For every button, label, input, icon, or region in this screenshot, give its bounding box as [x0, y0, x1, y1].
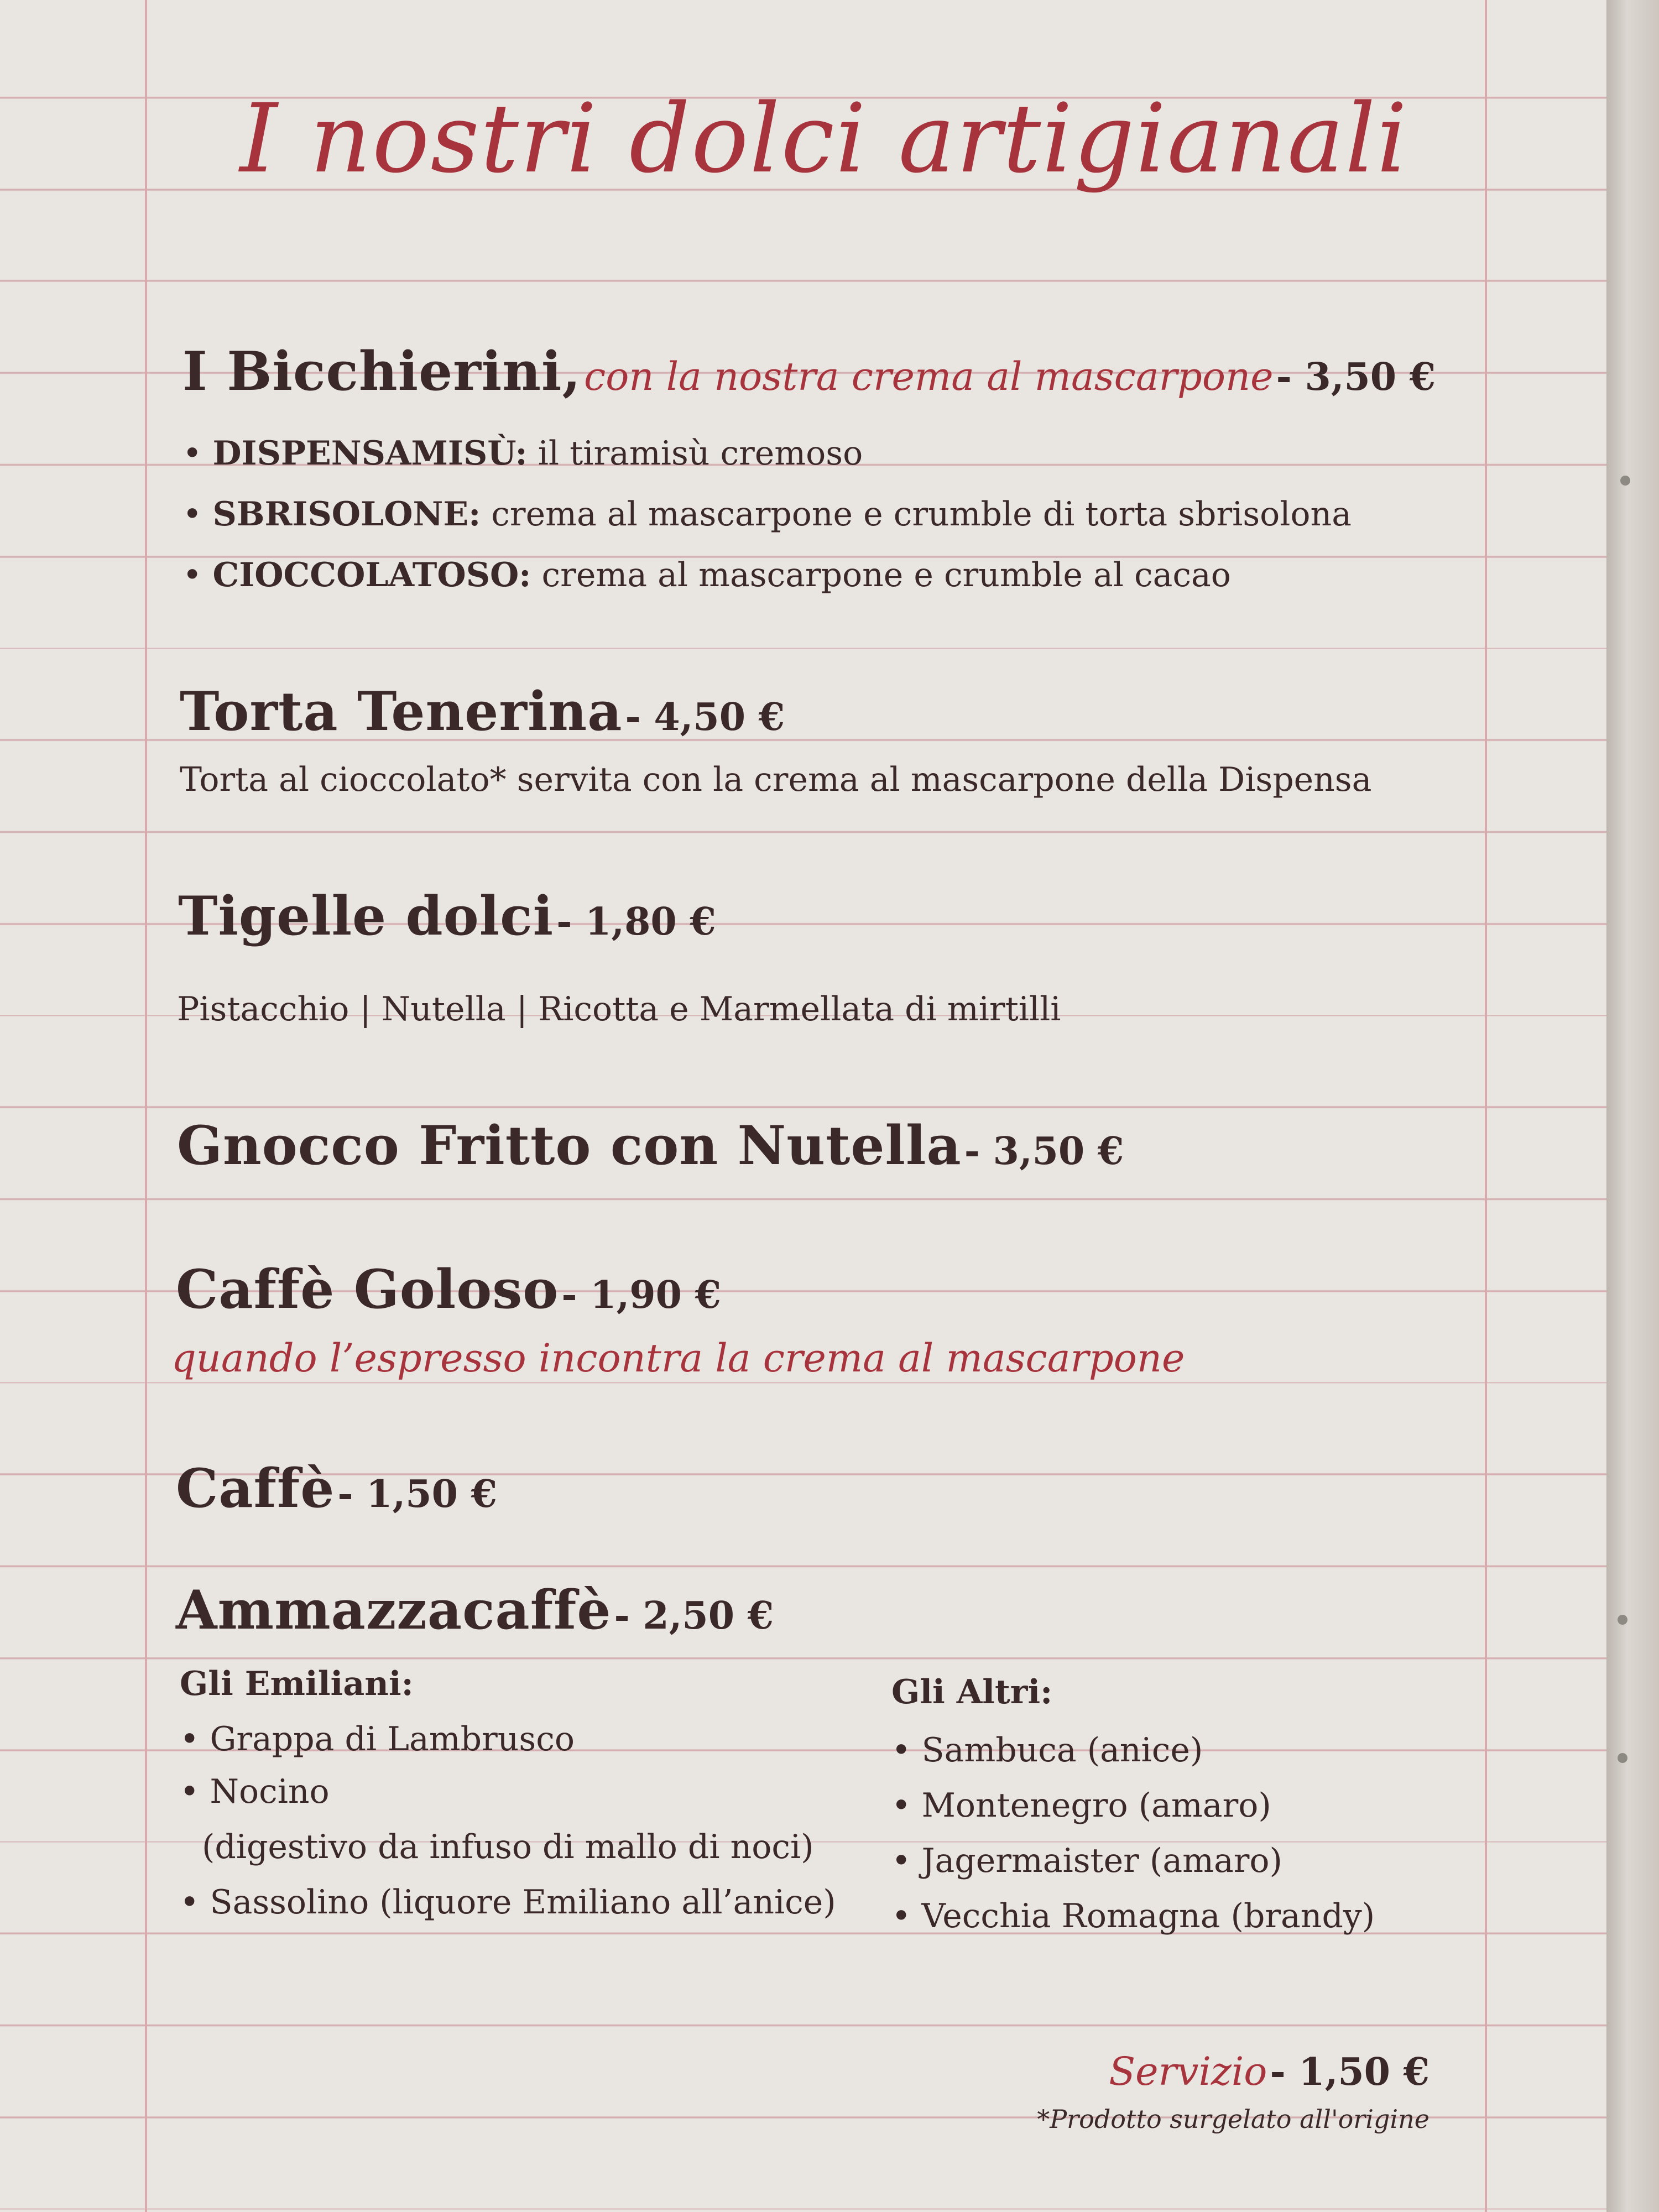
ammazzacaffe-header [176, 1579, 774, 1641]
tigelle-header [178, 885, 716, 947]
torta-description: Torta al cioccolato* servita con la crema al mascarpone della Dispensa [180, 760, 1372, 799]
tigelle-description: Pistacchio | Nutella | Ricotta e Marmellata di mirtilli [177, 990, 1061, 1029]
tigelle-price: - 1,80 € [556, 900, 716, 944]
list-item: • DISPENSAMISÙ: il tiramisù cremoso [182, 434, 863, 473]
list-item: • Nocino [180, 1772, 330, 1811]
staple-icon [1618, 1615, 1627, 1625]
list-item: (digestivo da infuso di mallo di noci) [202, 1828, 814, 1866]
bicchierini-tagline: con la nostra crema al mascarpone [584, 354, 1274, 399]
tigelle-name: Tigelle dolci [178, 885, 554, 947]
staple-icon [1620, 476, 1630, 486]
list-item: • Jagermaister (amaro) [891, 1841, 1282, 1880]
servizio-line [1109, 2049, 1430, 2094]
footnote: *Prodotto surgelato all'origine [1037, 2104, 1430, 2134]
gnocco-header [177, 1114, 1124, 1177]
caffe-price: - 1,50 € [337, 1472, 497, 1516]
ammazzacaffe-name: Ammazzacaffè [176, 1579, 612, 1641]
caffe-goloso-tagline: quando l’espresso incontra la crema al mascarpone [171, 1335, 1185, 1381]
caffe-goloso-price: - 1,90 € [561, 1273, 721, 1317]
staple-icon [1618, 1753, 1627, 1763]
altri-heading: Gli Altri: [891, 1673, 1053, 1712]
bicchierini-name: I Bicchierini, [182, 340, 581, 403]
list-item: • Montenegro (amaro) [891, 1786, 1271, 1825]
list-item: • Sambuca (anice) [891, 1731, 1203, 1770]
caffe-name: Caffè [176, 1457, 335, 1520]
servizio-price: - 1,50 € [1270, 2050, 1430, 2094]
list-item: • CIOCCOLATOSO: crema al mascarpone e crumble al cacao [182, 556, 1231, 594]
torta-header [180, 680, 785, 743]
list-item: • Vecchia Romagna (brandy) [891, 1897, 1375, 1936]
torta-name: Torta Tenerina [180, 680, 623, 743]
page-edge [1606, 0, 1659, 2212]
bicchierini-header [182, 340, 1436, 403]
bicchierini-price: - 3,50 € [1276, 355, 1436, 399]
list-item: • Sassolino (liquore Emiliano all’anice) [180, 1883, 836, 1922]
caffe-goloso-name: Caffè Goloso [176, 1258, 559, 1321]
servizio-label: Servizio [1109, 2049, 1267, 2094]
caffe-header [176, 1457, 497, 1520]
gnocco-price: - 3,50 € [964, 1129, 1124, 1173]
emiliani-heading: Gli Emiliani: [180, 1665, 414, 1703]
list-item: • SBRISOLONE: crema al mascarpone e crumble di torta sbrisolona [182, 495, 1352, 534]
gnocco-name: Gnocco Fritto con Nutella [177, 1114, 962, 1177]
caffe-goloso-header [176, 1258, 721, 1321]
list-item: • Grappa di Lambrusco [180, 1720, 575, 1759]
torta-price: - 4,50 € [625, 695, 785, 739]
ammazzacaffe-price: - 2,50 € [614, 1594, 774, 1638]
menu-title: I nostri dolci artigianali [239, 83, 1408, 194]
